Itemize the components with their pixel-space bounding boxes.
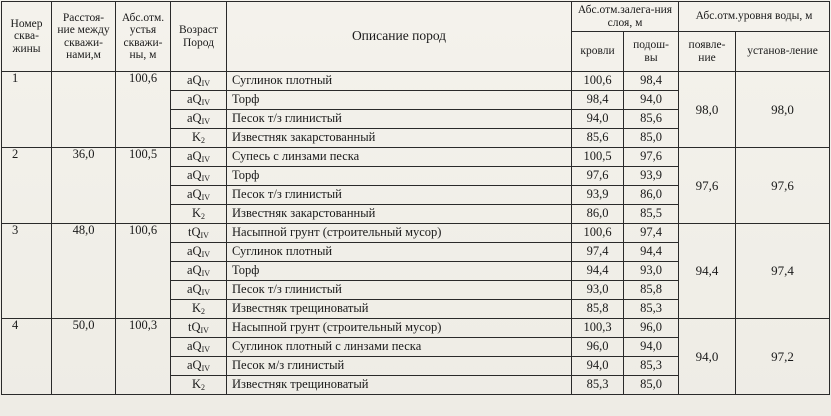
well-number-cell: 2 xyxy=(2,148,52,224)
well-log-body xyxy=(2,72,830,395)
distance-cell: 50,0 xyxy=(52,319,116,395)
distance-cell xyxy=(52,72,116,148)
header-well-number: Номер сква-жины xyxy=(2,2,52,72)
mouth-elevation-cell: 100,6 xyxy=(116,72,171,148)
age-symbol: aQ xyxy=(186,186,202,201)
age-subscript: IV xyxy=(201,78,211,88)
table-row xyxy=(2,224,830,243)
age-symbol: K xyxy=(191,300,202,315)
bottom-elevation-cell: 85,3 xyxy=(624,300,679,319)
water-appear-cell: 94,4 xyxy=(679,224,736,319)
age-subscript: IV xyxy=(201,287,211,297)
mouth-elevation-cell: 100,6 xyxy=(116,224,171,319)
age-subscript: IV xyxy=(201,154,211,164)
roof-elevation-cell: 100,3 xyxy=(572,319,624,338)
age-subscript: IV xyxy=(201,192,211,202)
header-distance: Расстоя-ние между скважи-нами,м xyxy=(52,2,116,72)
age-subscript: 2 xyxy=(201,135,206,145)
age-cell xyxy=(171,338,227,357)
roof-elevation-cell: 86,0 xyxy=(572,205,624,224)
roof-elevation-cell: 98,4 xyxy=(572,91,624,110)
layer-description-cell: Песок т/з глинистый xyxy=(227,281,572,300)
well-log-table xyxy=(1,1,830,395)
water-appear-cell: 94,0 xyxy=(679,319,736,395)
header-water-appear: появле-ние xyxy=(679,32,736,72)
distance-cell: 36,0 xyxy=(52,148,116,224)
age-symbol: aQ xyxy=(186,281,202,296)
roof-elevation-cell: 93,0 xyxy=(572,281,624,300)
layer-description-cell: Насыпной грунт (строительный мусор) xyxy=(227,224,572,243)
layer-description-cell: Суглинок плотный с линзами песка xyxy=(227,338,572,357)
age-subscript: 2 xyxy=(201,211,206,221)
table-row xyxy=(2,72,830,91)
roof-elevation-cell: 100,6 xyxy=(572,72,624,91)
bottom-elevation-cell: 85,0 xyxy=(624,129,679,148)
layer-description-cell: Песок т/з глинистый xyxy=(227,186,572,205)
age-subscript: IV xyxy=(200,230,209,240)
water-appear-cell: 97,6 xyxy=(679,148,736,224)
water-establish-cell: 98,0 xyxy=(736,72,830,148)
age-symbol: K xyxy=(191,376,202,391)
bottom-elevation-cell: 94,4 xyxy=(624,243,679,262)
layer-description-cell: Известняк закарстованный xyxy=(227,205,572,224)
age-symbol: aQ xyxy=(186,243,202,258)
age-cell xyxy=(171,281,227,300)
table-row xyxy=(2,148,830,167)
age-cell xyxy=(171,186,227,205)
well-number-cell: 4 xyxy=(2,319,52,395)
age-symbol: aQ xyxy=(186,72,202,87)
header-bottom: подош-вы xyxy=(624,32,679,72)
age-cell xyxy=(171,262,227,281)
header-roof: кровли xyxy=(572,32,624,72)
layer-description-cell: Насыпной грунт (строительный мусор) xyxy=(227,319,572,338)
bottom-elevation-cell: 96,0 xyxy=(624,319,679,338)
bottom-elevation-cell: 93,0 xyxy=(624,262,679,281)
age-symbol: aQ xyxy=(186,110,202,125)
roof-elevation-cell: 85,6 xyxy=(572,129,624,148)
bottom-elevation-cell: 94,0 xyxy=(624,338,679,357)
age-symbol: aQ xyxy=(186,262,202,277)
header-abs-mouth: Абс.отм. устья скважи-ны, м xyxy=(116,2,171,72)
layer-description-cell: Суглинок плотный xyxy=(227,243,572,262)
water-establish-cell: 97,4 xyxy=(736,224,830,319)
mouth-elevation-cell: 100,3 xyxy=(116,319,171,395)
age-subscript: IV xyxy=(201,116,211,126)
layer-description-cell: Песок м/з глинистый xyxy=(227,357,572,376)
roof-elevation-cell: 100,6 xyxy=(572,224,624,243)
age-symbol: aQ xyxy=(186,91,202,106)
header-water-establish: установ-ление xyxy=(736,32,830,72)
roof-elevation-cell: 97,6 xyxy=(572,167,624,186)
roof-elevation-cell: 94,4 xyxy=(572,262,624,281)
age-cell xyxy=(171,205,227,224)
age-subscript: 2 xyxy=(201,306,206,316)
age-subscript: IV xyxy=(201,97,211,107)
mouth-elevation-cell: 100,5 xyxy=(116,148,171,224)
age-cell xyxy=(171,357,227,376)
age-cell xyxy=(171,224,227,243)
age-cell xyxy=(171,110,227,129)
age-cell xyxy=(171,319,227,338)
age-subscript: IV xyxy=(201,363,211,373)
bottom-elevation-cell: 97,6 xyxy=(624,148,679,167)
water-appear-cell: 98,0 xyxy=(679,72,736,148)
age-symbol: K xyxy=(191,205,202,220)
water-establish-cell: 97,2 xyxy=(736,319,830,395)
bottom-elevation-cell: 98,4 xyxy=(624,72,679,91)
well-number-cell: 3 xyxy=(2,224,52,319)
layer-description-cell: Торф xyxy=(227,91,572,110)
age-subscript: IV xyxy=(201,249,211,259)
header-abs-layer: Абс.отм.залега-ния слоя, м xyxy=(572,2,679,32)
roof-elevation-cell: 94,0 xyxy=(572,357,624,376)
roof-elevation-cell: 100,5 xyxy=(572,148,624,167)
bottom-elevation-cell: 85,0 xyxy=(624,376,679,395)
layer-description-cell: Известняк трещиноватый xyxy=(227,300,572,319)
age-symbol: aQ xyxy=(186,148,202,163)
age-cell xyxy=(171,91,227,110)
age-symbol: aQ xyxy=(186,167,202,182)
age-symbol: tQ xyxy=(188,319,201,334)
age-symbol: tQ xyxy=(188,224,201,239)
bottom-elevation-cell: 93,9 xyxy=(624,167,679,186)
roof-elevation-cell: 93,9 xyxy=(572,186,624,205)
age-cell xyxy=(171,376,227,395)
layer-description-cell: Песок т/з глинистый xyxy=(227,110,572,129)
layer-description-cell: Торф xyxy=(227,167,572,186)
bottom-elevation-cell: 85,3 xyxy=(624,357,679,376)
roof-elevation-cell: 85,8 xyxy=(572,300,624,319)
roof-elevation-cell: 97,4 xyxy=(572,243,624,262)
distance-cell: 48,0 xyxy=(52,224,116,319)
age-cell xyxy=(171,300,227,319)
layer-description-cell: Торф xyxy=(227,262,572,281)
age-subscript: IV xyxy=(201,268,211,278)
layer-description-cell: Супесь с линзами песка xyxy=(227,148,572,167)
table-row xyxy=(2,319,830,338)
bottom-elevation-cell: 86,0 xyxy=(624,186,679,205)
age-subscript: IV xyxy=(201,173,211,183)
header-age: Возраст Пород xyxy=(171,2,227,72)
roof-elevation-cell: 85,3 xyxy=(572,376,624,395)
age-subscript: IV xyxy=(201,344,211,354)
age-subscript: 2 xyxy=(201,382,206,392)
layer-description-cell: Известняк трещиноватый xyxy=(227,376,572,395)
age-cell xyxy=(171,167,227,186)
age-cell xyxy=(171,243,227,262)
age-cell xyxy=(171,148,227,167)
age-cell xyxy=(171,129,227,148)
bottom-elevation-cell: 85,5 xyxy=(624,205,679,224)
age-symbol: aQ xyxy=(186,357,202,372)
age-symbol: aQ xyxy=(186,338,202,353)
header-description: Описание пород xyxy=(227,2,572,72)
water-establish-cell: 97,6 xyxy=(736,148,830,224)
roof-elevation-cell: 96,0 xyxy=(572,338,624,357)
layer-description-cell: Суглинок плотный xyxy=(227,72,572,91)
bottom-elevation-cell: 97,4 xyxy=(624,224,679,243)
age-cell xyxy=(171,72,227,91)
age-symbol: K xyxy=(191,129,202,144)
bottom-elevation-cell: 85,8 xyxy=(624,281,679,300)
age-subscript: IV xyxy=(200,325,209,335)
bottom-elevation-cell: 94,0 xyxy=(624,91,679,110)
layer-description-cell: Известняк закарстованный xyxy=(227,129,572,148)
well-number-cell: 1 xyxy=(2,72,52,148)
header-abs-water: Абс.отм.уровня воды, м xyxy=(679,2,830,32)
roof-elevation-cell: 94,0 xyxy=(572,110,624,129)
bottom-elevation-cell: 85,6 xyxy=(624,110,679,129)
